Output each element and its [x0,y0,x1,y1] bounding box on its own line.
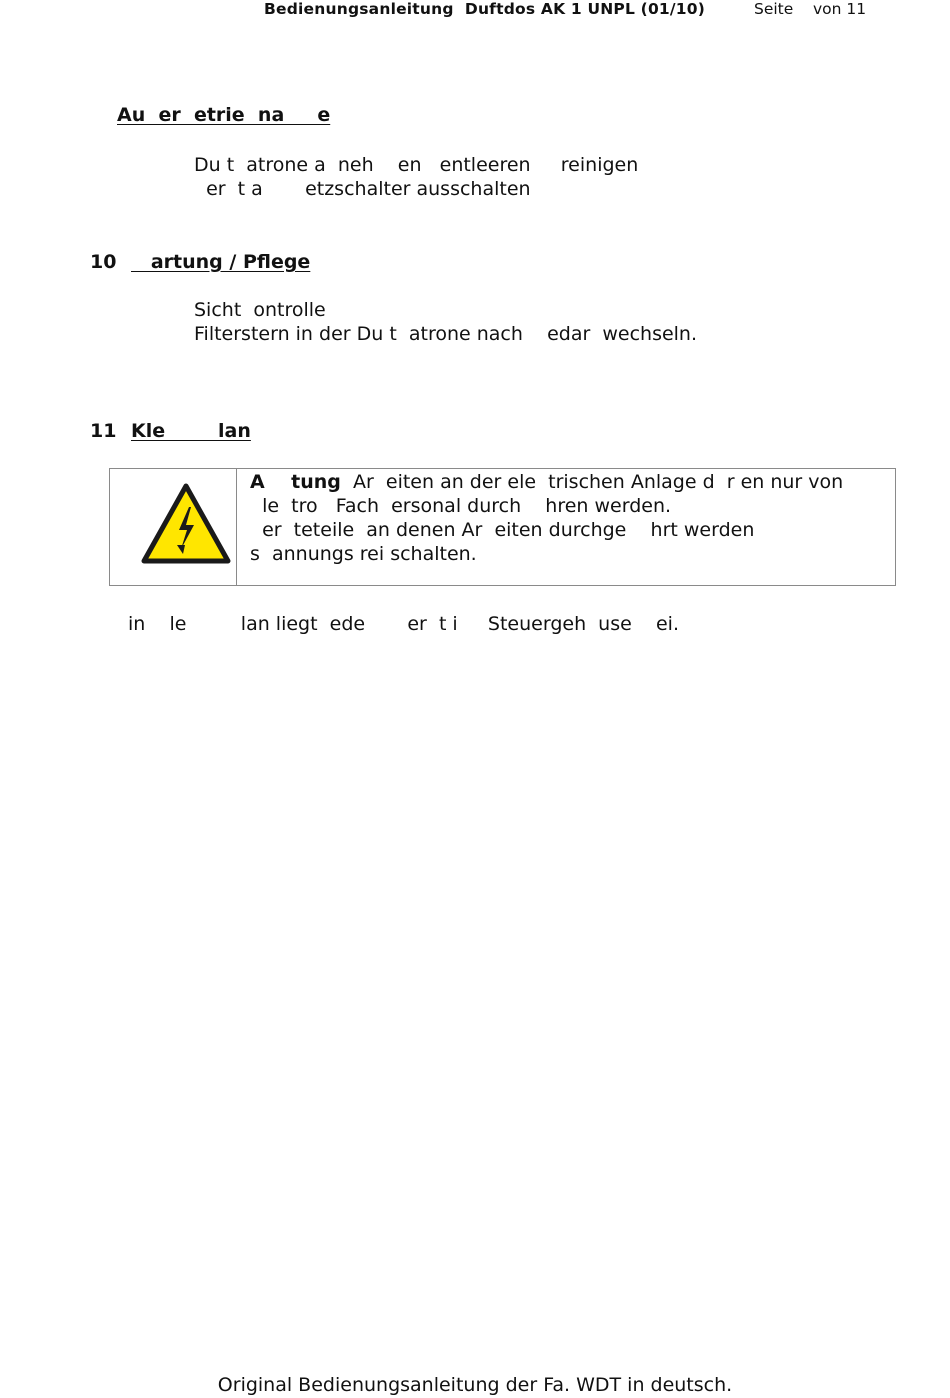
high-voltage-warning-icon [141,483,231,565]
warning-lead: A tung [250,471,341,493]
wartung-line-2: Filterstern in der Du t atrone nach edar wechseln. [194,323,698,345]
document-title: Bedienungsanleitung Duftdos AK 1 UNPL (01/10) [264,0,706,18]
section-10-number: 10 [90,251,117,273]
ausser-betrieb-line-1: Du t atrone a neh en entleeren reinigen [194,154,639,176]
terminal-plan-note: in le lan liegt ede er t i Steuergeh use ei. [128,613,679,635]
wartung-line-1: Sicht ontrolle [194,299,326,321]
warning-text [250,470,890,566]
section-heading-ausser-betrieb: Au er etrie na e [117,104,331,126]
warning-box [109,468,896,586]
warning-line-4: s annungs rei schalten. [250,543,477,565]
warning-line-3: er teteile an denen Ar eiten durchge hrt werden [250,519,755,541]
page-number: Seite von 11 [754,0,867,18]
warning-box-divider [236,469,237,585]
section-11-number: 11 [90,420,117,442]
warning-line-1: Ar eiten an der ele trischen Anlage d r en nur von [340,471,844,493]
section-10-heading: artung / Pflege [131,251,311,273]
section-11-heading: Kle lan [131,420,251,442]
warning-line-2: le tro Fach ersonal durch hren werden. [250,495,672,517]
footer-text: Original Bedienungsanleitung der Fa. WDT in deutsch. [217,1374,733,1396]
ausser-betrieb-line-2: er t a etzschalter ausschalten [194,178,531,200]
